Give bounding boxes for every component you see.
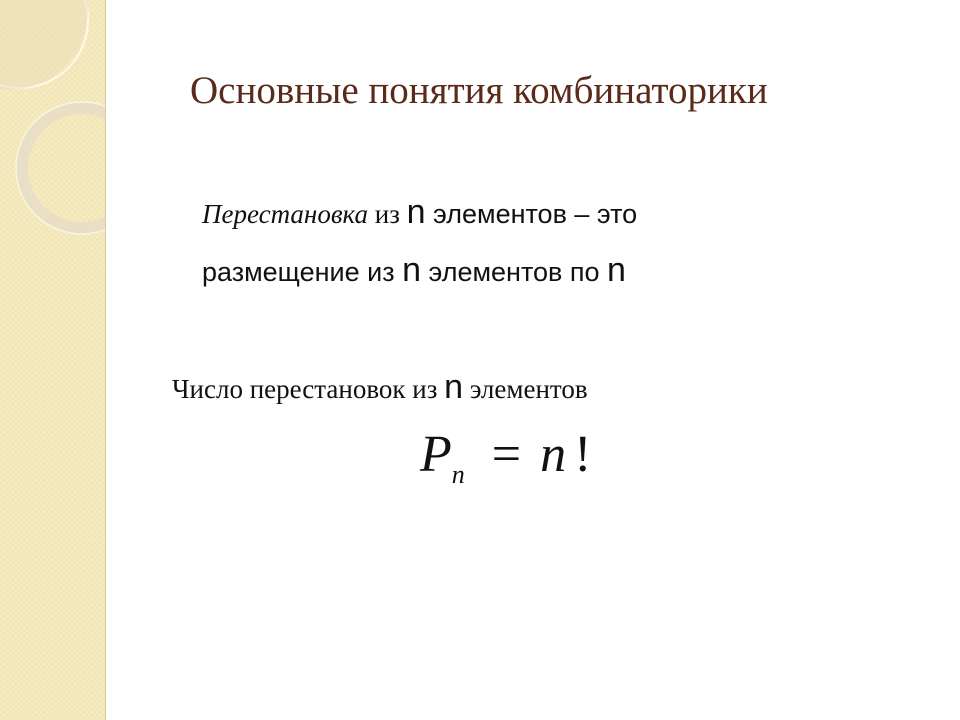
formula-subscript: n bbox=[451, 460, 465, 489]
count-text-1: Число перестановок из bbox=[172, 374, 445, 404]
variable-n: n bbox=[402, 251, 422, 289]
definition-text-3: размещение из bbox=[202, 257, 403, 287]
permutation-formula bbox=[420, 425, 591, 490]
definition-text-2: элементов – это bbox=[425, 199, 638, 229]
definition-line-2 bbox=[202, 251, 626, 290]
count-text-2: элементов bbox=[463, 374, 588, 404]
count-line bbox=[172, 368, 588, 407]
variable-n: n bbox=[607, 251, 626, 289]
variable-n: n bbox=[444, 368, 464, 406]
definition-text-4: элементов по bbox=[421, 257, 608, 287]
formula-factorial: ! bbox=[574, 426, 592, 483]
slide-title: Основные понятия комбинаторики bbox=[190, 69, 768, 112]
definition-line-1 bbox=[202, 193, 637, 232]
formula-equals: = bbox=[478, 426, 535, 483]
formula-lhs: P bbox=[420, 426, 452, 483]
variable-n: n bbox=[406, 193, 426, 231]
definition-text-1: из bbox=[368, 199, 407, 229]
definition-term: Перестановка bbox=[202, 199, 368, 229]
decorative-side-strip bbox=[0, 0, 106, 720]
decorative-circles-icon bbox=[0, 0, 105, 720]
formula-rhs: n bbox=[540, 426, 567, 483]
